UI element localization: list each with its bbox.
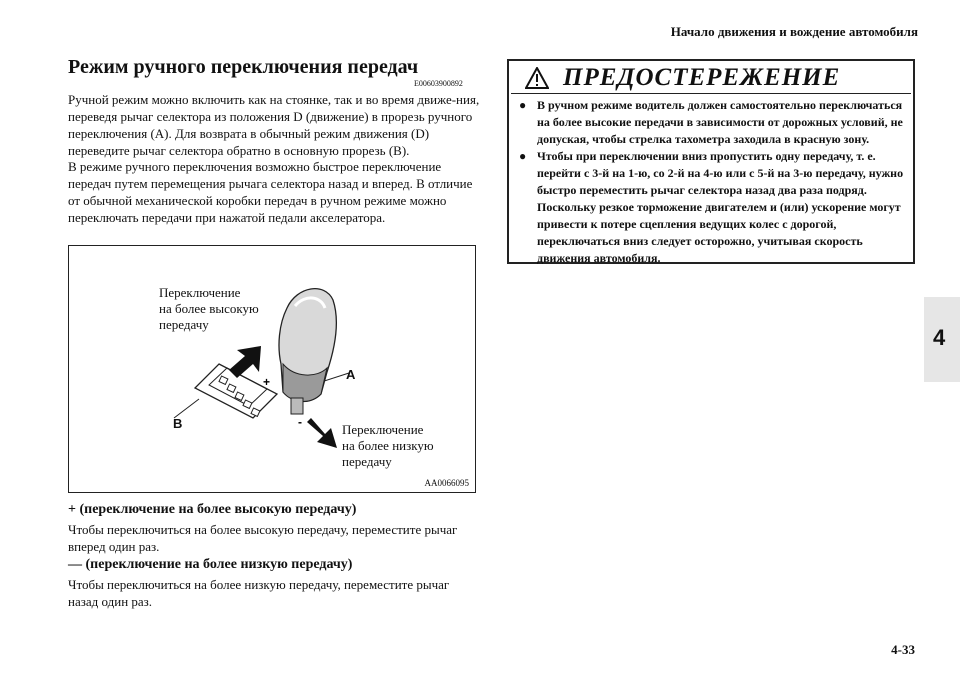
upshift-text: Чтобы переключиться на более высокую передачу, переместите рычаг вперед один раз. xyxy=(68,522,458,554)
slot-a-label: A xyxy=(346,367,356,382)
downshift-heading: — (переключение на более низкую передачу) xyxy=(68,557,353,572)
downshift-label xyxy=(342,422,434,470)
warning-item-text: Чтобы при переключении вниз пропустить одну передачу, т. е. перейти с 3-й на 1-ю, со 2-й на 4-ю или с 5-й на 3-ю передачу, нужно быстро переместить рычаг селектора назад два раза подряд. Поскольку резкое торможение двигателем и (или) ускорение могут привести к потере сцепления ведущих колес с дорогой, переключаться вниз следует осторожно, учитывая скорость движения автомобиля. xyxy=(537,149,904,265)
upshift-label-text: Переключение на более высокую передачу xyxy=(159,285,259,332)
running-header: Начало движения и вождение автомобиля xyxy=(670,24,918,39)
warning-item-text: В ручном режиме водитель должен самостоятельно переключаться на более высокие передачи в зависимости от дорожных условий, не допуская, чтобы стрелка тахометра заходила в красную зону. xyxy=(537,98,903,146)
manual-mode-paragraph: В режиме ручного переключения возможно быстрое переключение передач путем перемещения рычага селектора назад и вперед. В отличие от обычной механической коробки передач в ручном режиме можно переключать передачи при нажатой педали акселератора. xyxy=(68,159,473,225)
page-number: 4-33 xyxy=(891,642,915,657)
figure-code: AA0066095 xyxy=(424,478,469,488)
bullet-icon: ● xyxy=(519,98,527,112)
gear-selector-figure xyxy=(68,245,476,493)
warning-title-bar xyxy=(511,63,911,94)
warning-title: ПРЕДОСТЕРЕЖЕНИЕ xyxy=(563,64,841,91)
svg-text:-: - xyxy=(298,415,302,429)
intro-paragraph: Ручной режим можно включить как на стоянке, так и во время движе-ния, переведя рычаг селектора из положения D (движение) в прорезь ручного переключения (A). Для возврата в обычный режим движения (D) переведите рычаг селектора обратно в основную прорезь (B). xyxy=(68,92,480,158)
slot-b-label: B xyxy=(173,416,183,431)
chapter-tab xyxy=(924,297,960,382)
warning-item xyxy=(519,148,905,267)
svg-text:+: + xyxy=(263,375,271,389)
section-code: E00603900892 xyxy=(414,79,463,88)
downshift-label-text: Переключение на более низкую передачу xyxy=(342,422,434,469)
chapter-number: 4 xyxy=(933,325,946,350)
downshift-text: Чтобы переключиться на более низкую передачу, переместите рычаг назад один раз. xyxy=(68,577,450,609)
warning-list xyxy=(519,97,905,267)
warning-item xyxy=(519,97,905,148)
section-title: Режим ручного переключения передач xyxy=(68,56,419,78)
bullet-icon: ● xyxy=(519,149,527,163)
warning-triangle-icon xyxy=(525,67,549,89)
upshift-label xyxy=(159,285,259,333)
warning-box xyxy=(507,59,915,264)
upshift-heading: + (переключение на более высокую передачу) xyxy=(68,502,357,517)
